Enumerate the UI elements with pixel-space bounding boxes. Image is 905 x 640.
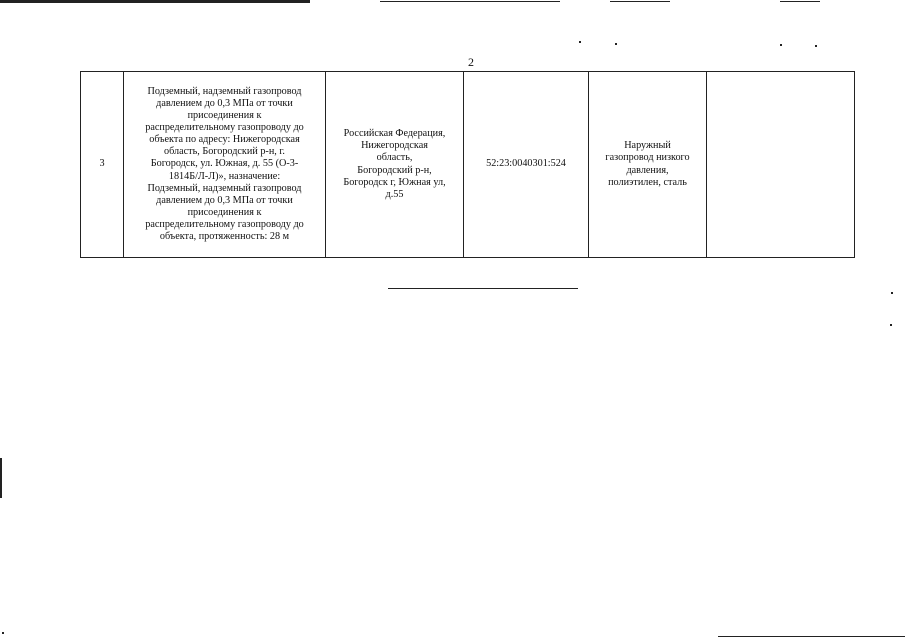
object-type-cell: Наружный газопровод низкого давления, полиэтилен, сталь <box>589 72 707 258</box>
scan-edge-line-left <box>0 458 2 498</box>
row-number-cell: 3 <box>81 72 124 258</box>
scan-speck <box>815 45 817 47</box>
empty-cell <box>707 72 855 258</box>
object-description-cell: Подземный, надземный газопровод давлением до 0,3 МПа от точки присоединения к распределительному газопроводу до объекта по адресу: Нижегородская область, Богородский р-н, г. Богородск, ул. Южная, д. 55 (О-3- 1814Б/Л-Л)», назначение: Подземный, надземный газопровод давлением до 0,3 МПа от точки присоединения к распределительному газопроводу до объекта, протяженность: 28 м <box>124 72 326 258</box>
scan-speck <box>890 324 892 326</box>
registry-table <box>80 71 855 258</box>
scan-edge-line-bottom <box>718 636 905 637</box>
page-number: 2 <box>468 55 474 69</box>
address-cell: Российская Федерация, Нижегородская область, Богородский р-н, Богородск г, Южная ул, д.55 <box>326 72 464 258</box>
scan-speck <box>2 632 4 634</box>
scan-edge-line-top-3 <box>610 1 670 2</box>
scan-edge-line-top-4 <box>780 1 820 2</box>
table-row <box>81 72 855 258</box>
scan-speck <box>891 292 893 294</box>
scan-speck <box>579 41 581 43</box>
scan-edge-line-top <box>0 0 310 3</box>
scan-edge-line-top-2 <box>380 1 560 2</box>
cadastral-number-cell: 52:23:0040301:524 <box>464 72 589 258</box>
end-of-document-rule <box>388 288 578 289</box>
scan-speck <box>615 43 617 45</box>
scan-speck <box>780 44 782 46</box>
